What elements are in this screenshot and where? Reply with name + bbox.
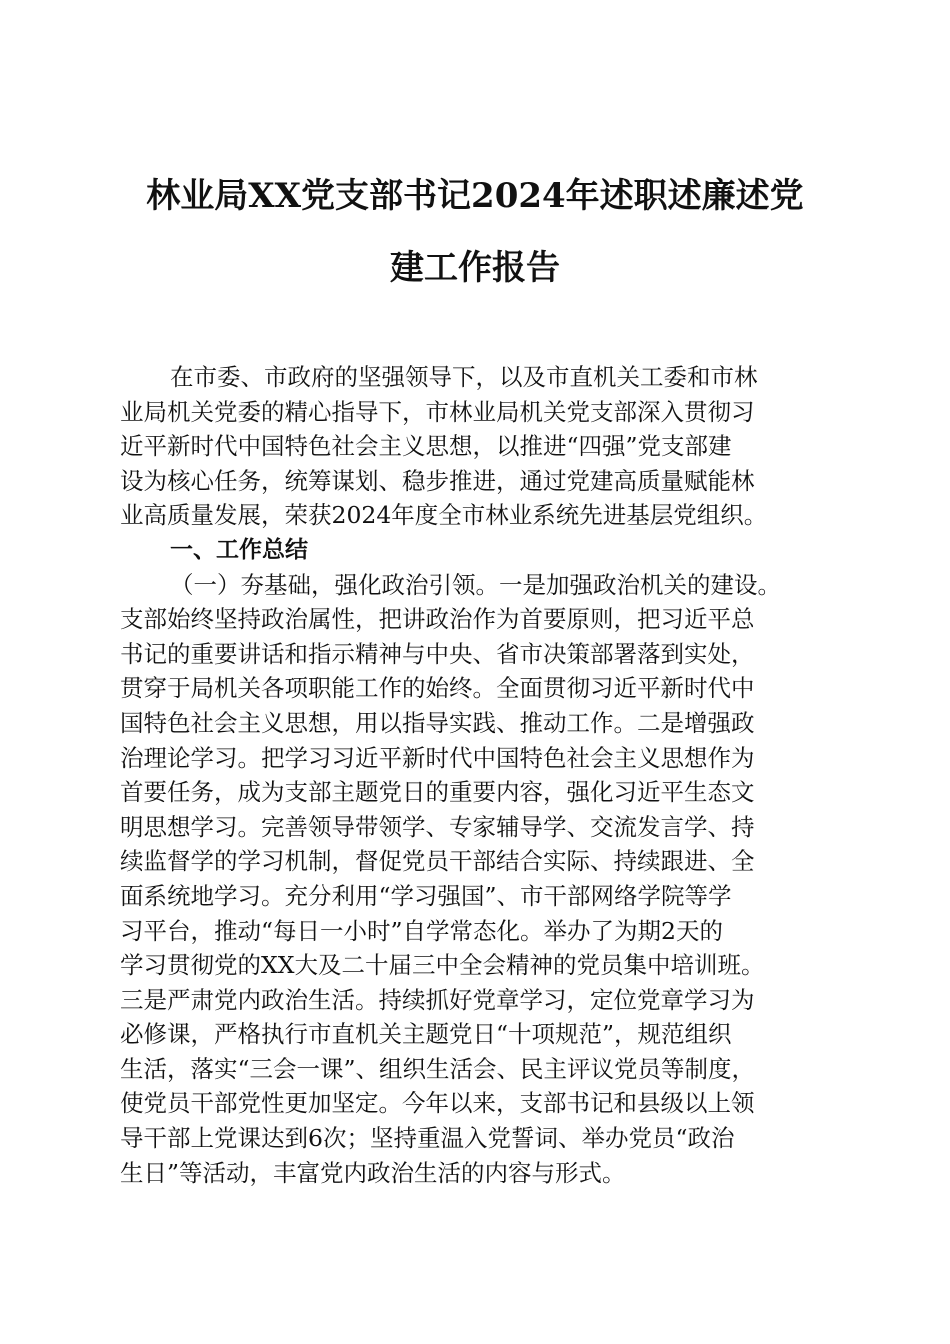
section-heading: 一、工作总结 — [170, 536, 308, 563]
intro-line: 业高质量发展，荣获2024年度全市林业系统先进基层党组织。 — [120, 501, 768, 530]
section-line: 学习贯彻党的XX大及二十届三中全会精神的党员集中培训班。 — [120, 951, 765, 980]
intro-line: 在市委、市政府的坚强领导下，以及市直机关工委和市林 — [170, 363, 758, 391]
intro-line: 设为核心任务，统筹谋划、稳步推进，通过党建高质量赋能林 — [120, 466, 755, 495]
section-line: 续监督学的学习机制，督促党员干部结合实际、持续跟进、全 — [120, 847, 755, 876]
section-line: 三是严肃党内政治生活。持续抓好党章学习，定位党章学习为 — [120, 985, 755, 1014]
section-line: （一）夯基础，强化政治引领。一是加强政治机关的建设。 — [170, 570, 781, 599]
document-body — [120, 360, 840, 1190]
section-line: 生活，落实“三会一课”、组织生活会、民主评议党员等制度， — [120, 1054, 756, 1083]
section-line: 生日”等活动，丰富党内政治生活的内容与形式。 — [120, 1158, 626, 1187]
intro-line: 近平新时代中国特色社会主义思想，以推进“四强”党支部建 — [120, 432, 732, 461]
section-line: 明思想学习。完善领导带领学、专家辅导学、交流发言学、持 — [120, 812, 755, 841]
section-line: 习平台，推动“每日一小时”自学常态化。举办了为期2天的 — [120, 916, 723, 945]
document-title-line-1: 林业局XX党支部书记2024年述职述廉述党 — [146, 176, 804, 216]
section-line: 首要任务，成为支部主题党日的重要内容，强化习近平生态文 — [120, 778, 755, 807]
intro-line: 业局机关党委的精心指导下，市林业局机关党支部深入贯彻习 — [120, 397, 755, 426]
section-line: 必修课，严格执行市直机关主题党日“十项规范”，规范组织 — [120, 1020, 732, 1049]
section-line: 书记的重要讲话和指示精神与中央、省市决策部署落到实处， — [120, 639, 755, 668]
section-line: 导干部上党课达到6次；坚持重温入党誓词、举办党员“政治 — [120, 1124, 735, 1153]
section-line: 使党员干部党性更加坚定。今年以来，支部书记和县级以上领 — [120, 1089, 755, 1118]
document-title-line-2: 建工作报告 — [390, 248, 560, 288]
section-line: 治理论学习。把学习习近平新时代中国特色社会主义思想作为 — [120, 743, 755, 772]
section-line: 贯穿于局机关各项职能工作的始终。全面贯彻习近平新时代中 — [120, 674, 755, 703]
section-line: 国特色社会主义思想，用以指导实践、推动工作。二是增强政 — [120, 708, 755, 737]
section-line: 面系统地学习。充分利用“学习强国”、市干部网络学院等学 — [120, 881, 732, 910]
section-line: 支部始终坚持政治属性，把讲政治作为首要原则，把习近平总 — [120, 605, 755, 634]
